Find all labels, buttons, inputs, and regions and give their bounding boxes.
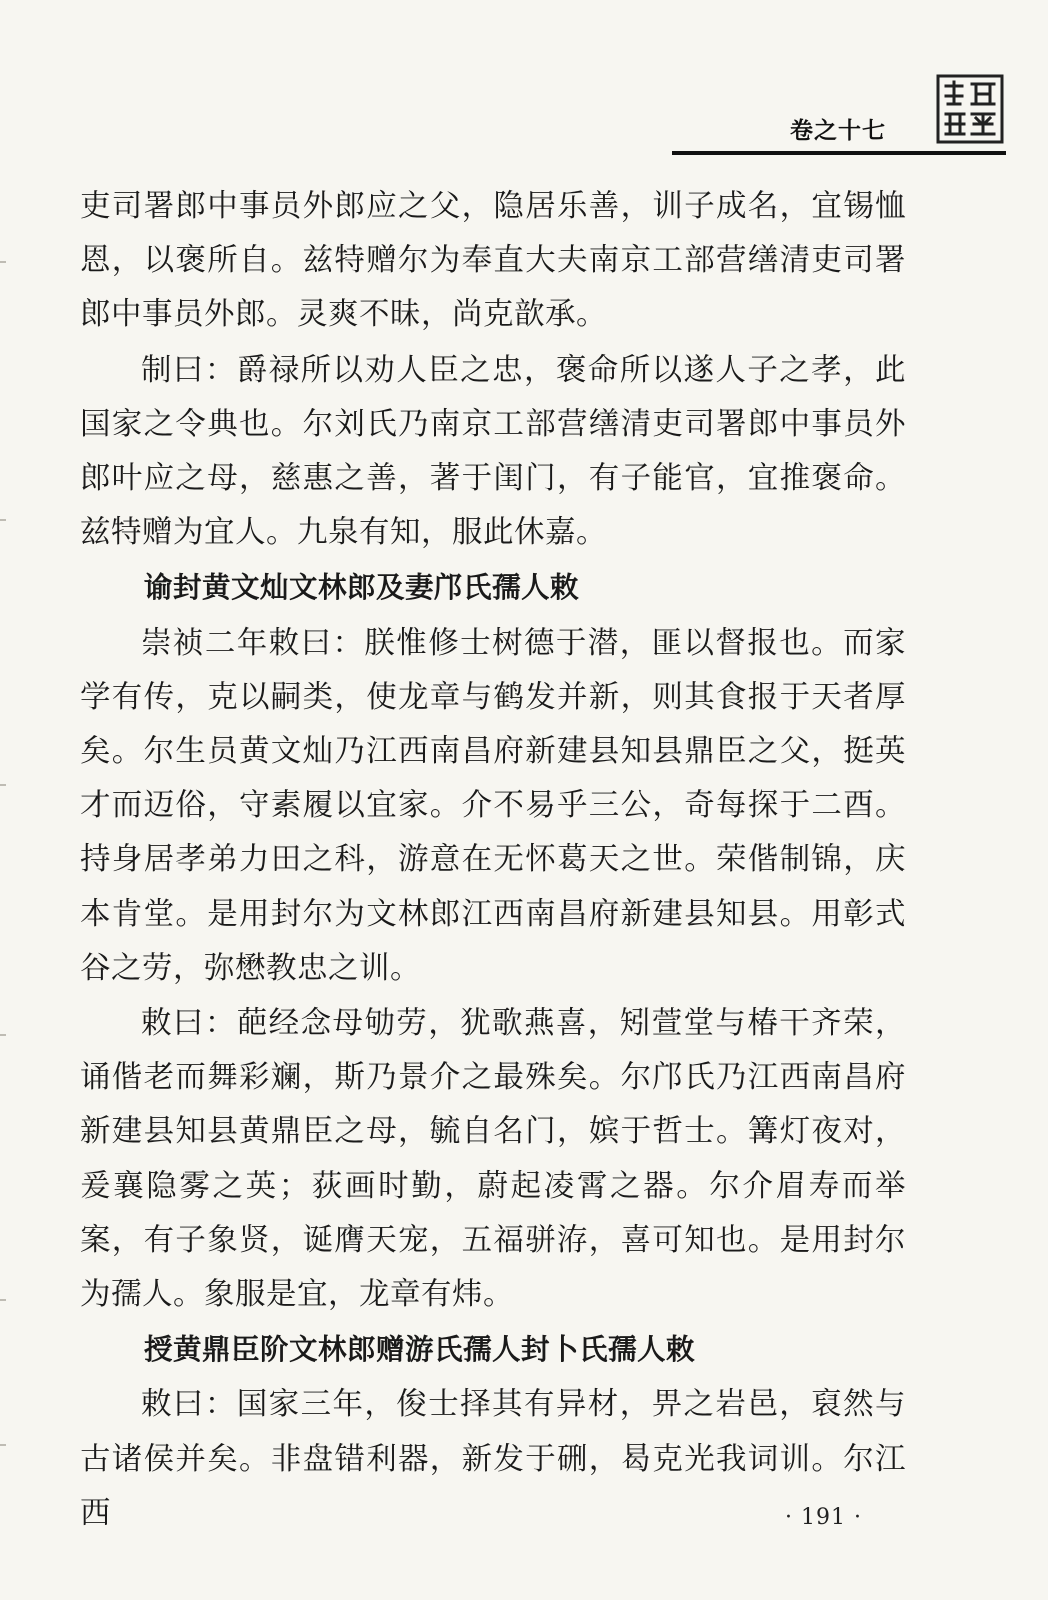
header-rule <box>672 151 1006 155</box>
chapter-title: 卷之十七 <box>790 118 886 144</box>
page-body <box>80 180 906 1542</box>
binding-edge-marks <box>0 0 12 1600</box>
section-heading: 授黄鼎臣阶文林郎赠游氏孺人封卜氏孺人敕 <box>144 1333 696 1367</box>
page-number: · 191 · <box>785 1505 862 1530</box>
seal-stamp-icon <box>936 74 1004 144</box>
body-paragraph: 敕曰：葩经念母劬劳，犹歌燕喜，矧萱堂与椿干齐荣，诵偕老而舞彩斓，斯乃景介之最殊矣。尔邝氏乃江西南昌府新建县知县黄鼎臣之母，毓自名门，嫔于哲士。篝灯夜对，爰襄隐雾之英；荻画时勤，蔚起凌霄之器。尔介眉寿而举案，有子象贤，诞膺天宠，五福骈洊，喜可知也。是用封尔为孺人。象服是宜，龙章有炜。 <box>80 1006 906 1313</box>
body-paragraph: 吏司署郎中事员外郎应之父，隐居乐善，训子成名，宜锡恤恩，以褒所自。兹特赠尔为奉直大夫南京工部营缮清吏司署郎中事员外郎。灵爽不昧，尚克歆承。 <box>80 189 906 333</box>
section-heading: 谕封黄文灿文林郎及妻邝氏孺人敕 <box>144 571 580 605</box>
body-paragraph: 敕曰：国家三年，俊士择其有异材，畀之岩邑，裒然与古诸侯并矣。非盘错利器，新发于硎，曷克光我词训。尔江西 <box>80 1387 906 1531</box>
body-paragraph: 崇祯二年敕曰：朕惟修士树德于潜，匪以督报也。而家学有传，克以嗣类，使龙章与鹤发并新，则其食报于天者厚矣。尔生员黄文灿乃江西南昌府新建县知县鼎臣之父，挺英才而迈俗，守素履以宜家。介不易乎三公，奇每探于二酉。持身居孝弟力田之科，游意在无怀葛天之世。荣偕制锦，庆本肯堂。是用封尔为文林郎江西南昌府新建县知县。用彰式谷之劳，弥懋教忠之训。 <box>80 625 906 986</box>
body-paragraph: 制曰：爵禄所以劝人臣之忠，褒命所以遂人子之孝，此国家之令典也。尔刘氏乃南京工部营缮清吏司署郎中事员外郎叶应之母，慈惠之善，著于闺门，有子能官，宜推褒命。兹特赠为宜人。九泉有知，服此休嘉。 <box>80 352 906 551</box>
